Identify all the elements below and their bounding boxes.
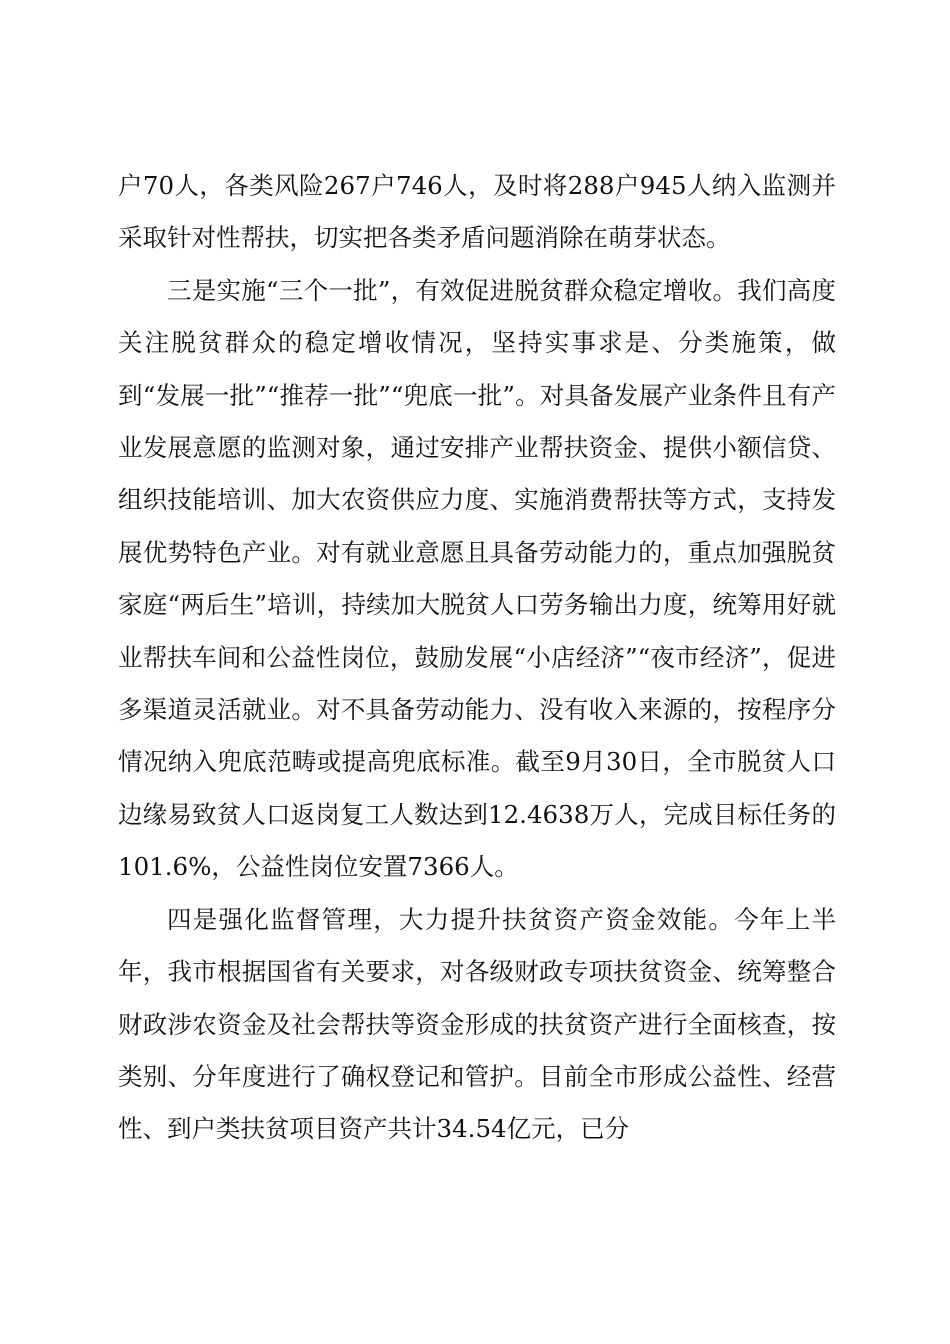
paragraph-1: 户70人，各类风险267户746人，及时将288户945人纳入监测并采取针对性帮扶，切实把各类矛盾问题消除在萌芽状态。 bbox=[118, 171, 836, 253]
paragraph-2: 三是实施“三个一批”，有效促进脱贫群众稳定增收。我们高度关注脱贫群众的稳定增收情况，坚持实事求是、分类施策，做到“发展一批”“推荐一批”“兜底一批”。对具备发展产业条件且有产业发展意愿的监测对象，通过安排产业帮扶资金、提供小额信贷、组织技能培训、加大农资供应力度、实施消费帮扶等方式，支持发展优势特色产业。对有就业意愿且具备劳动能力的，重点加强脱贫家庭“两后生”培训，持续加大脱贫人口劳务输出力度，统筹用好就业帮扶车间和公益性岗位，鼓励发展“小店经济”“夜市经济”，促进多渠道灵活就业。对不具备劳动能力、没有收入来源的，按程序分情况纳入兜底范畴或提高兜底标准。截至9月30日，全市脱贫人口边缘易致贫人口返岗复工人数达到12.4638万人，完成目标任务的101.6%，公益性岗位安置7366人。 bbox=[118, 275, 836, 882]
body-text bbox=[118, 160, 836, 1156]
paragraph-3: 四是强化监督管理，大力提升扶贫资产资金效能。今年上半年，我市根据国省有关要求，对各级财政专项扶贫资金、统筹整合财政涉农资金及社会帮扶等资金形成的扶贫资产进行全面核查，按类别、分年度进行了确权登记和管护。目前全市形成公益性、经营性、到户类扶贫项目资产共计34.54亿元，已分 bbox=[118, 904, 836, 1144]
